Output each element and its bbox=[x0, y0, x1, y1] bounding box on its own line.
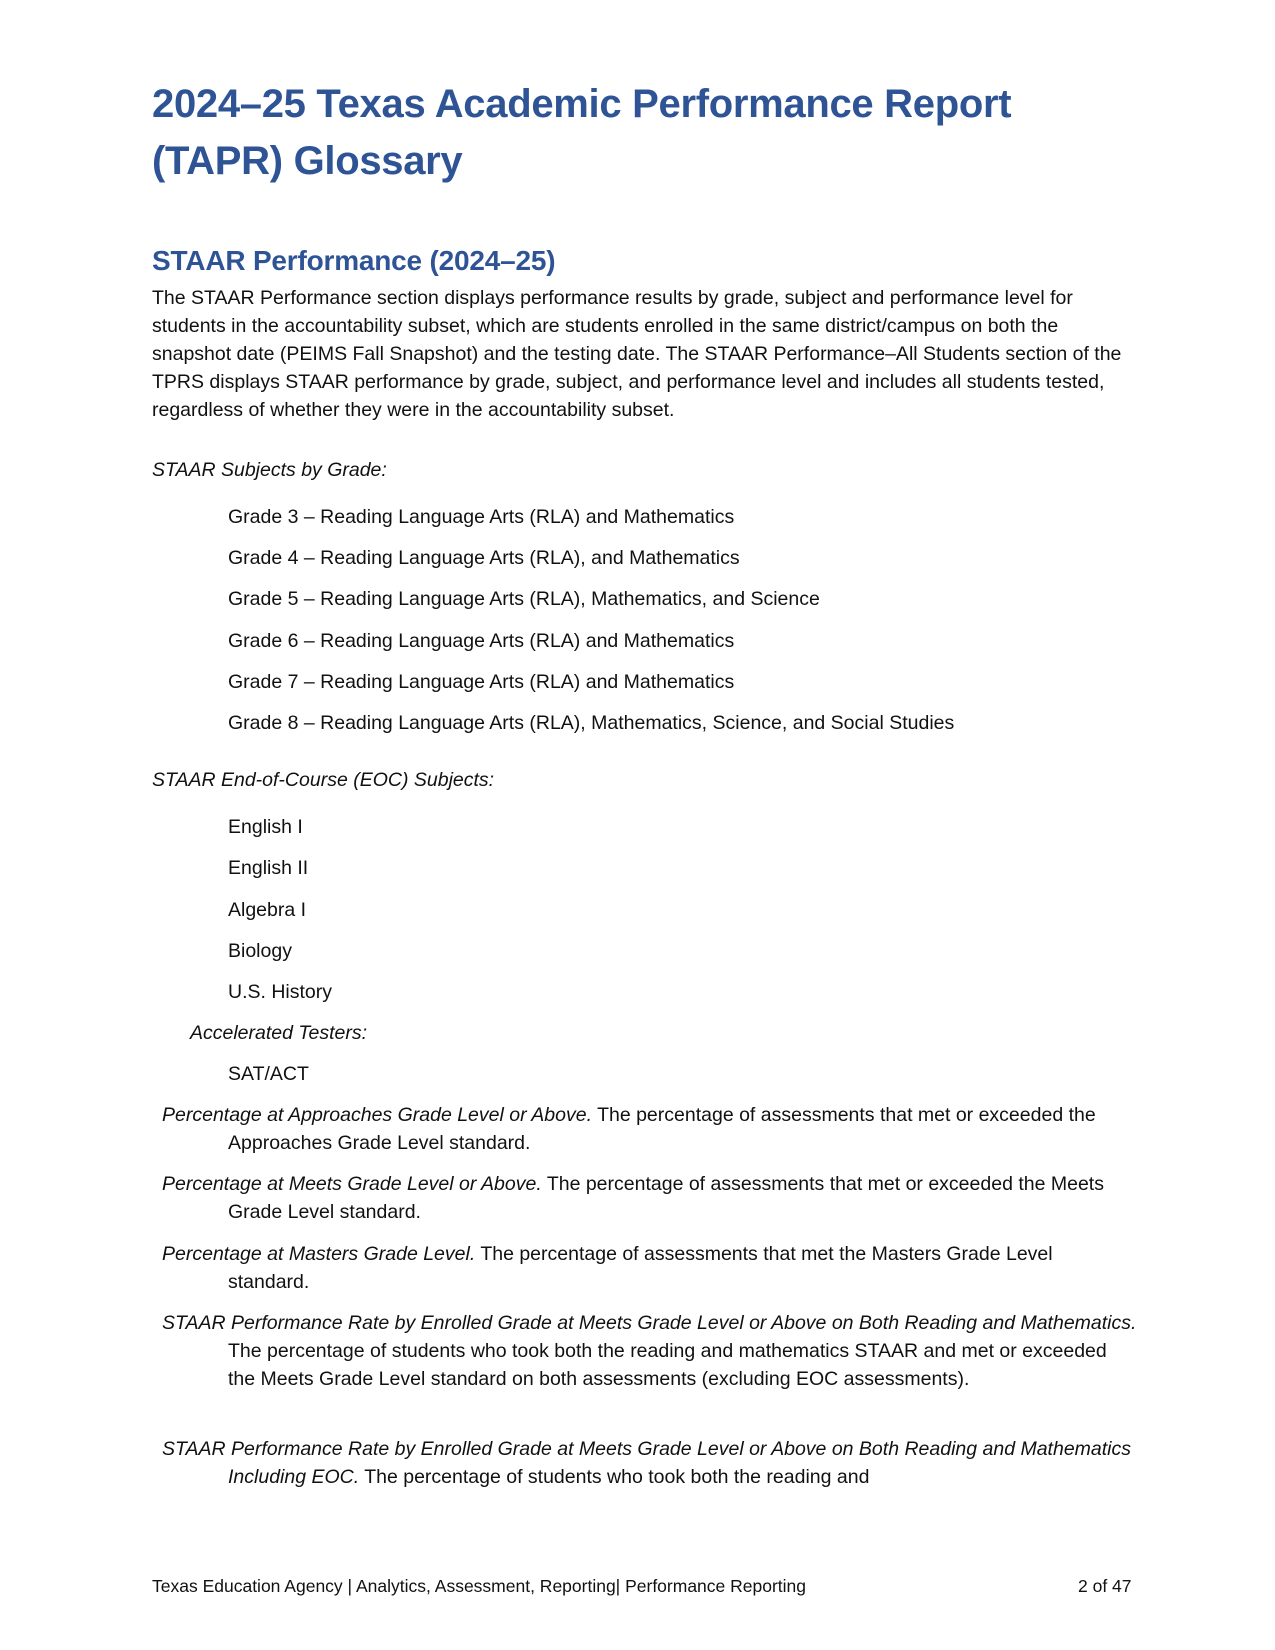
eoc-subject-item: Biology bbox=[228, 940, 292, 962]
eoc-subject-item: English II bbox=[228, 857, 309, 879]
section-intro: The STAAR Performance section displays performance results by grade, subject and performance level for students in the accountability subset, which are students enrolled in the same district/campus on both the snapshot date (PEIMS Fall Snapshot) and the testing date. The STAAR Performance–All Students section of the TPRS displays STAAR performance by grade, subject, and performance level and includes all students tested, regardless of whether they were in the accountability subset. bbox=[152, 287, 1122, 421]
eoc-subject-item: U.S. History bbox=[228, 981, 333, 1003]
definition-text: The percentage of students who took both the reading and mathematics STAAR and met or exceeded the Meets Grade Level standard on both assessments (excluding EOC assessments). bbox=[228, 1340, 1107, 1390]
definition-meets bbox=[162, 1170, 1137, 1226]
eoc-subjects-label: STAAR End-of-Course (EOC) Subjects: bbox=[152, 769, 495, 791]
accelerated-testers-label: Accelerated Testers: bbox=[190, 1022, 368, 1044]
definition-text: The percentage of students who took both the reading and bbox=[359, 1466, 870, 1488]
section-heading: STAAR Performance (2024–25) bbox=[152, 245, 556, 276]
definition-both-reading-math-eoc bbox=[162, 1435, 1137, 1491]
grade-subject-item: Grade 6 – Reading Language Arts (RLA) and Mathematics bbox=[228, 630, 735, 652]
grade-subject-item: Grade 7 – Reading Language Arts (RLA) and Mathematics bbox=[228, 671, 735, 693]
definition-text: The percentage of assessments that met the Masters Grade Level standard. bbox=[228, 1243, 1053, 1293]
definition-text: The percentage of assessments that met or exceeded the Approaches Grade Level standard. bbox=[228, 1104, 1096, 1154]
eoc-subject-item: Algebra I bbox=[228, 899, 307, 921]
subjects-by-grade-label: STAAR Subjects by Grade: bbox=[152, 459, 387, 481]
eoc-subject-item: English I bbox=[228, 816, 303, 838]
definition-both-reading-math bbox=[162, 1309, 1137, 1393]
definition-term: Percentage at Masters Grade Level. bbox=[162, 1243, 476, 1265]
definition-term: Percentage at Meets Grade Level or Above. bbox=[162, 1173, 542, 1195]
definition-text: The percentage of assessments that met or exceeded the Meets Grade Level standard. bbox=[228, 1173, 1104, 1223]
definition-term: STAAR Performance Rate by Enrolled Grade at Meets Grade Level or Above on Both Reading and Mathematics Including EOC. bbox=[162, 1438, 1132, 1488]
definition-approaches bbox=[162, 1101, 1137, 1157]
grade-subject-item: Grade 3 – Reading Language Arts (RLA) and Mathematics bbox=[228, 506, 735, 528]
definition-term: Percentage at Approaches Grade Level or Above. bbox=[162, 1104, 592, 1126]
grade-subject-item: Grade 5 – Reading Language Arts (RLA), Mathematics, and Science bbox=[228, 588, 820, 610]
definition-masters bbox=[162, 1240, 1137, 1296]
accelerated-tester-item: SAT/ACT bbox=[228, 1063, 309, 1085]
grade-subject-item: Grade 8 – Reading Language Arts (RLA), Mathematics, Science, and Social Studies bbox=[228, 712, 955, 734]
page-number: 2 of 47 bbox=[1078, 1576, 1132, 1596]
grade-subject-item: Grade 4 – Reading Language Arts (RLA), and Mathematics bbox=[228, 547, 740, 569]
page-footer-text: Texas Education Agency | Analytics, Assessment, Reporting| Performance Reporting bbox=[152, 1576, 807, 1596]
definition-term: STAAR Performance Rate by Enrolled Grade at Meets Grade Level or Above on Both Reading and Mathematics. bbox=[162, 1312, 1137, 1334]
document-title: 2024–25 Texas Academic Performance Report (TAPR) Glossary bbox=[152, 82, 1012, 183]
